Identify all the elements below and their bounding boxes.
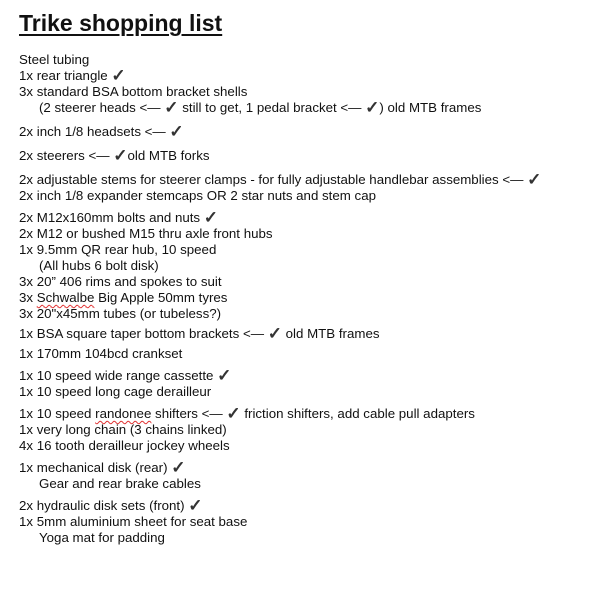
list-item-text: 2x M12 or bushed M15 thru axle front hubs (19, 226, 273, 241)
list-item (19, 188, 594, 204)
list-item (19, 438, 594, 454)
list-item-text: 2x steerers <— (19, 148, 114, 163)
list-item-text: 1x rear triangle (19, 68, 112, 83)
list-item (19, 460, 594, 476)
checkmark-icon: ✓ (267, 324, 282, 343)
list-item-text: 3x (19, 290, 37, 305)
list-item-text: Gear and rear brake cables (39, 476, 201, 491)
list-item (19, 530, 594, 546)
list-item (19, 290, 594, 306)
checkmark-icon: ✓ (171, 458, 186, 477)
list-item-text: 4x 16 tooth derailleur jockey wheels (19, 438, 230, 453)
list-item (19, 148, 594, 164)
list-item-text: 3x standard BSA bottom bracket shells (19, 84, 248, 99)
list-item-text: 1x 10 speed long cage derailleur (19, 384, 212, 399)
list-item-text: 1x 9.5mm QR rear hub, 10 speed (19, 242, 217, 257)
list-item (19, 68, 594, 84)
checkmark-icon: ✓ (111, 66, 126, 85)
list-item-text: 1x 10 speed wide range cassette (19, 368, 218, 383)
list-item (19, 100, 594, 116)
list-item (19, 258, 594, 274)
list-item-text: 1x 5mm aluminium sheet for seat base (19, 514, 248, 529)
list-item-text: 1x 10 speed (19, 406, 96, 421)
list-item (19, 384, 594, 400)
list-item (19, 498, 594, 514)
list-item-text: 1x 170mm 104bcd crankset (19, 346, 183, 361)
list-item-text: 2x M12x160mm bolts and nuts (19, 210, 204, 225)
checkmark-icon: ✓ (164, 98, 179, 117)
list-item-text: 1x BSA square taper bottom brackets <— (19, 326, 268, 341)
list-item-text: Big Apple 50mm tyres (94, 290, 228, 305)
checkmark-icon: ✓ (203, 208, 219, 227)
list-item-text: 2x inch 1/8 expander stemcaps OR 2 star nuts and stem cap (19, 188, 376, 203)
list-item-text: 3x 20"x45mm tubes (or tubeless?) (19, 306, 222, 321)
list-item-text: old MTB forks (127, 148, 210, 163)
misspelled-word: Schwalbe (36, 290, 95, 305)
list-item (19, 226, 594, 242)
checkmark-icon: ✓ (169, 122, 184, 141)
list-item (19, 242, 594, 258)
list-item (19, 84, 594, 100)
list-item-text: Steel tubing (19, 52, 90, 67)
checkmark-icon: ✓ (113, 146, 128, 165)
checkmark-icon: ✓ (226, 404, 241, 423)
misspelled-word: randonee (95, 406, 152, 421)
list-item-text: (All hubs 6 bolt disk) (39, 258, 159, 273)
list-item (19, 346, 594, 362)
list-item-text: Yoga mat for padding (39, 530, 165, 545)
list-item (19, 274, 594, 290)
list-item (19, 326, 594, 342)
list-item-text: 2x hydraulic disk sets (front) (19, 498, 189, 513)
document-title: Trike shopping list (19, 10, 223, 36)
list-item (19, 368, 594, 384)
list-item-text: 2x adjustable stems for steerer clamps - for fully adjustable handlebar assemblies <— (19, 172, 528, 187)
list-item-text: old MTB frames (281, 326, 380, 341)
list-item-text: shifters <— (151, 406, 227, 421)
list-item (19, 306, 594, 322)
list-item (19, 406, 594, 422)
list-item (19, 210, 594, 226)
list-item-text: ) old MTB frames (379, 100, 482, 115)
list-item-text: 1x mechanical disk (rear) (19, 460, 172, 475)
list-item-text: friction shifters, add cable pull adapters (240, 406, 475, 421)
shopping-list (19, 52, 594, 546)
list-item (19, 124, 594, 140)
checkmark-icon: ✓ (527, 170, 542, 189)
checkmark-icon: ✓ (365, 98, 380, 117)
checkmark-icon: ✓ (188, 496, 203, 515)
list-item (19, 476, 594, 492)
list-item-text: 3x 20” 406 rims and spokes to suit (19, 274, 222, 289)
checkmark-icon: ✓ (217, 366, 232, 385)
list-item (19, 514, 594, 530)
list-item-text: still to get, 1 pedal bracket <— (178, 100, 366, 115)
list-item-text: 1x very long chain (3 chains linked) (19, 422, 227, 437)
list-item (19, 422, 594, 438)
list-item (19, 172, 594, 188)
list-item-text: 2x inch 1/8 headsets <— (19, 124, 170, 139)
list-item (19, 52, 594, 68)
list-item-text: (2 steerer heads <— (39, 100, 165, 115)
